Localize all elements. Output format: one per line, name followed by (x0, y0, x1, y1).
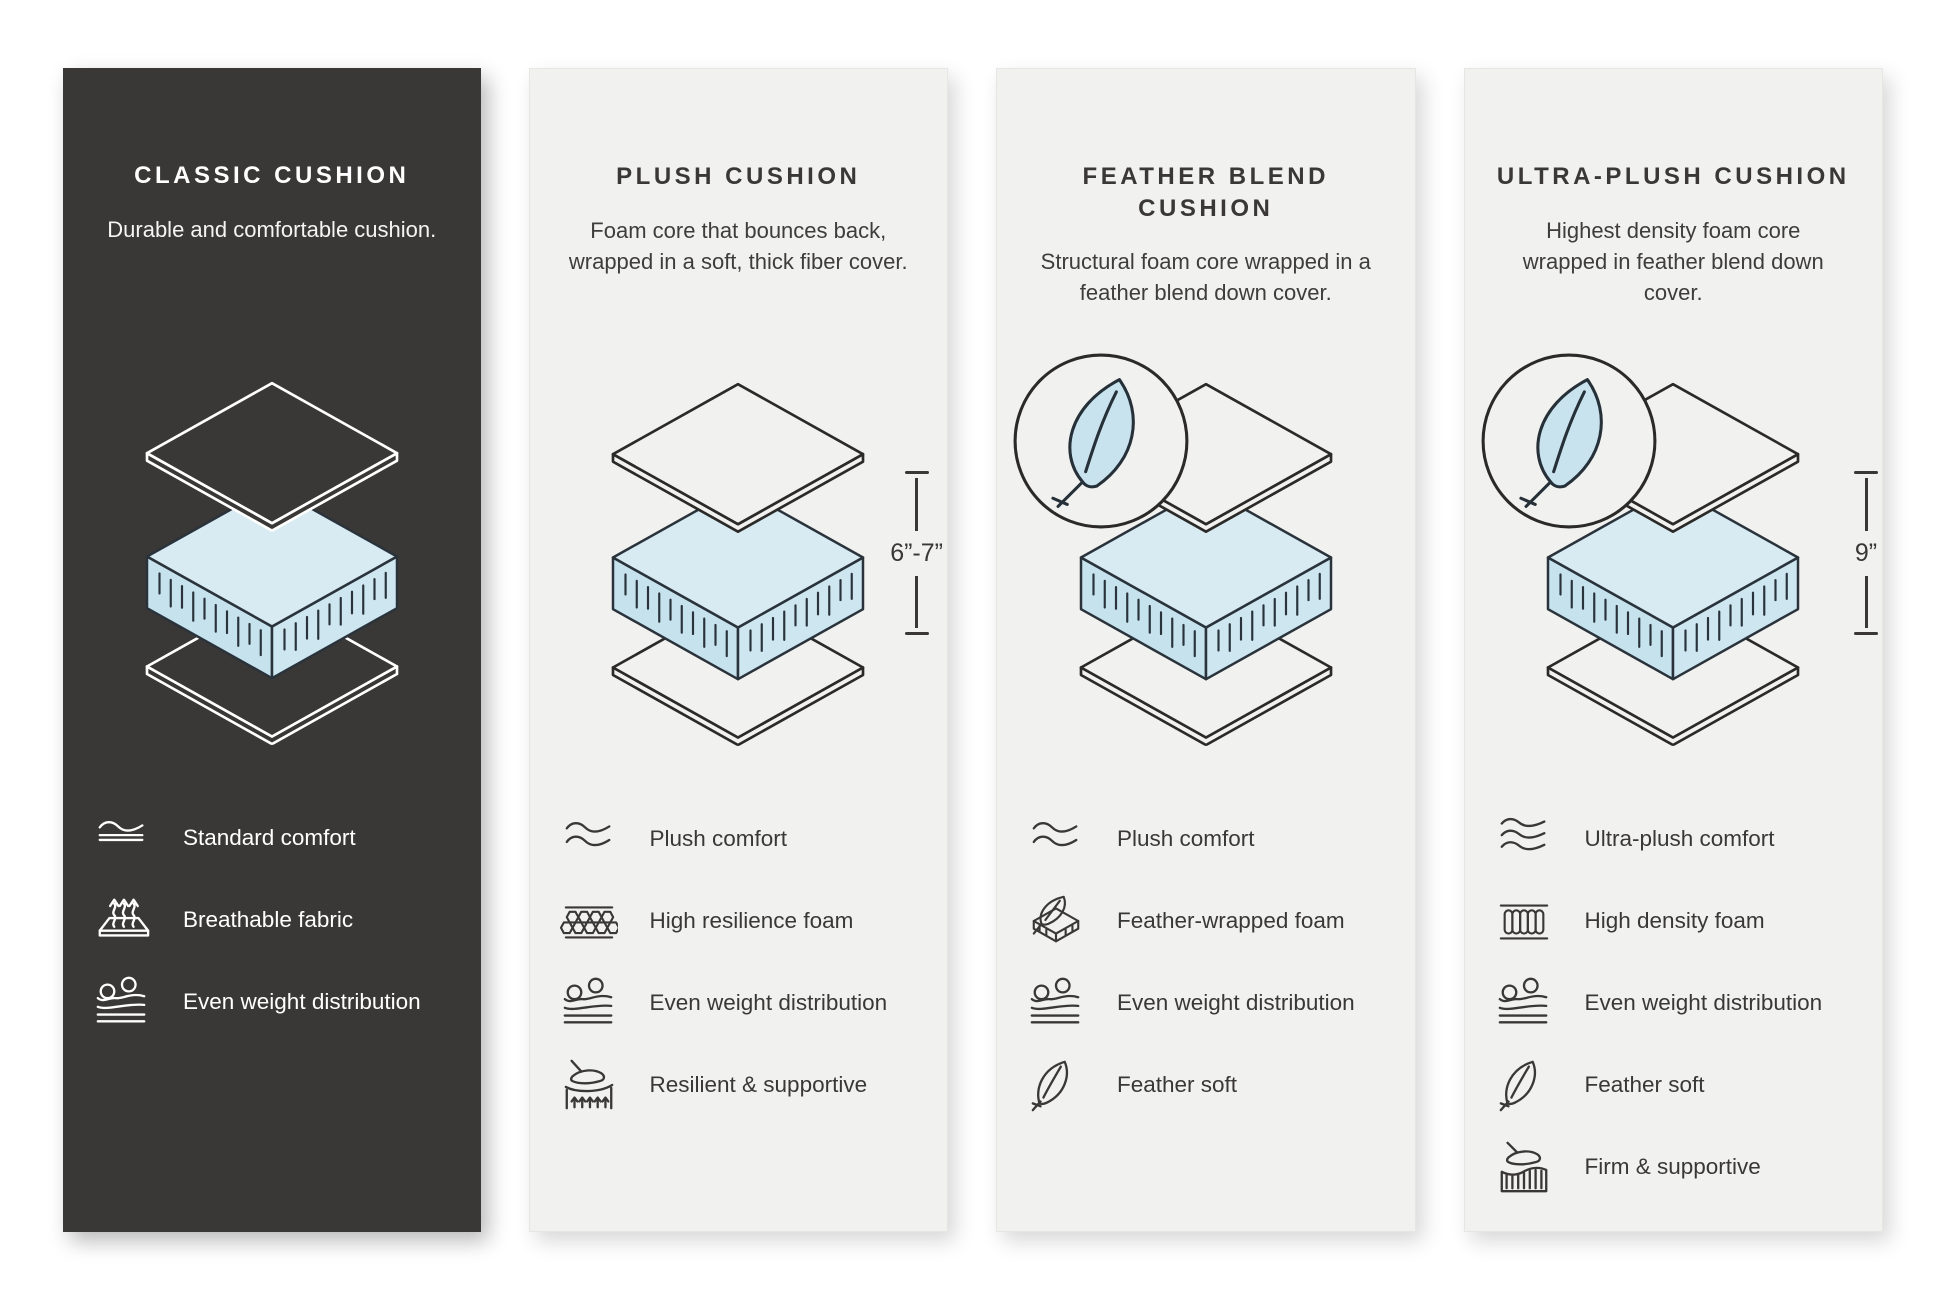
card-plush-cushion (529, 68, 949, 1232)
resilience-foam-icon (560, 892, 618, 950)
cushion-layers-icon (122, 378, 422, 745)
list-item (560, 1053, 918, 1117)
list-item (1495, 807, 1853, 871)
list-item (93, 970, 451, 1034)
measurement-line (915, 576, 918, 629)
list-item (560, 889, 918, 953)
card-title: PLUSH CUSHION (616, 162, 861, 190)
feature-label: Firm & supportive (1584, 1153, 1761, 1179)
wave-standard-icon (93, 809, 151, 867)
feature-list (530, 807, 948, 1117)
card-description: Structural foam core wrapped in a feather blend down cover. (1040, 249, 1371, 306)
feather-icon (1495, 1056, 1553, 1114)
feature-label: Standard comfort (183, 824, 356, 850)
feature-label: Feather soft (1117, 1071, 1238, 1097)
density-foam-icon (1495, 892, 1553, 950)
measurement-cap-bottom (905, 632, 929, 635)
feature-list (1465, 807, 1883, 1199)
feather-badge-icon (1479, 351, 1659, 531)
feature-list (63, 806, 481, 1034)
list-item (93, 806, 451, 870)
card-title: FEATHER BLEND CUSHION (1082, 162, 1329, 222)
card-header (997, 69, 1415, 321)
measurement-label: 6”-7” (890, 538, 943, 567)
list-item (1027, 807, 1385, 871)
measurement-label: 9” (1854, 538, 1878, 567)
feature-label: Feather-wrapped foam (1117, 907, 1345, 933)
breathable-fabric-icon (93, 891, 151, 949)
feature-label: Breathable fabric (183, 906, 354, 932)
measurement-line (1865, 478, 1868, 531)
list-item (560, 971, 918, 1035)
card-header (1465, 69, 1883, 321)
feature-label: Even weight distribution (1117, 989, 1355, 1015)
feature-label: Feather soft (1584, 1071, 1705, 1097)
thickness-measurement (890, 471, 943, 635)
card-title: CLASSIC CUSHION (134, 161, 410, 189)
feature-label: Even weight distribution (649, 989, 888, 1015)
cushion-illustration (1465, 321, 1883, 771)
measurement-cap-top (1854, 471, 1878, 474)
cushion-illustration (997, 321, 1415, 771)
resilient-supportive-icon (560, 1056, 618, 1114)
list-item (1027, 971, 1385, 1035)
card-description: Durable and comfortable cushion. (107, 216, 437, 242)
wave-ultra-icon (1495, 810, 1553, 868)
cushion-illustration (530, 321, 948, 771)
list-item (93, 888, 451, 952)
list-item (560, 807, 918, 871)
list-item (1495, 971, 1853, 1035)
even-weight-icon (560, 974, 618, 1032)
even-weight-icon (93, 973, 151, 1031)
feature-label: Even weight distribution (183, 988, 421, 1014)
feather-wrapped-foam-icon (1027, 892, 1085, 950)
feature-label: Ultra-plush comfort (1584, 825, 1775, 851)
card-title: ULTRA-PLUSH CUSHION (1496, 162, 1850, 190)
feature-label: Even weight distribution (1584, 989, 1823, 1015)
list-item (1495, 1135, 1853, 1199)
wave-plush-icon (1027, 810, 1085, 868)
feature-label: Plush comfort (649, 825, 788, 851)
thickness-measurement (1854, 471, 1878, 635)
list-item (1495, 1053, 1853, 1117)
feature-label: Plush comfort (1117, 825, 1255, 851)
list-item (1027, 1053, 1385, 1117)
card-ultra-plush-cushion (1464, 68, 1884, 1232)
feature-label: Resilient & supportive (649, 1071, 868, 1097)
feather-badge-icon (1011, 351, 1191, 531)
measurement-cap-top (905, 471, 929, 474)
wave-plush-icon (560, 810, 618, 868)
list-item (1495, 889, 1853, 953)
feature-label: High density foam (1584, 907, 1765, 933)
card-feather-blend-cushion (996, 68, 1416, 1232)
measurement-line (915, 478, 918, 531)
even-weight-icon (1027, 974, 1085, 1032)
card-classic-cushion (63, 68, 481, 1232)
list-item (1027, 889, 1385, 953)
firm-supportive-icon (1495, 1138, 1553, 1196)
feather-icon (1027, 1056, 1085, 1114)
feature-list (997, 807, 1415, 1117)
feature-label: High resilience foam (649, 907, 854, 933)
cushion-layers-icon (588, 379, 888, 746)
card-header (63, 68, 481, 320)
card-description: Foam core that bounces back, wrapped in a soft, thick fiber cover. (568, 217, 908, 274)
even-weight-icon (1495, 974, 1553, 1032)
card-header (530, 69, 948, 321)
card-description: Highest density foam core wrapped in feather blend down cover. (1522, 217, 1824, 306)
measurement-cap-bottom (1854, 632, 1878, 635)
measurement-line (1865, 576, 1868, 629)
cushion-illustration (63, 320, 481, 770)
